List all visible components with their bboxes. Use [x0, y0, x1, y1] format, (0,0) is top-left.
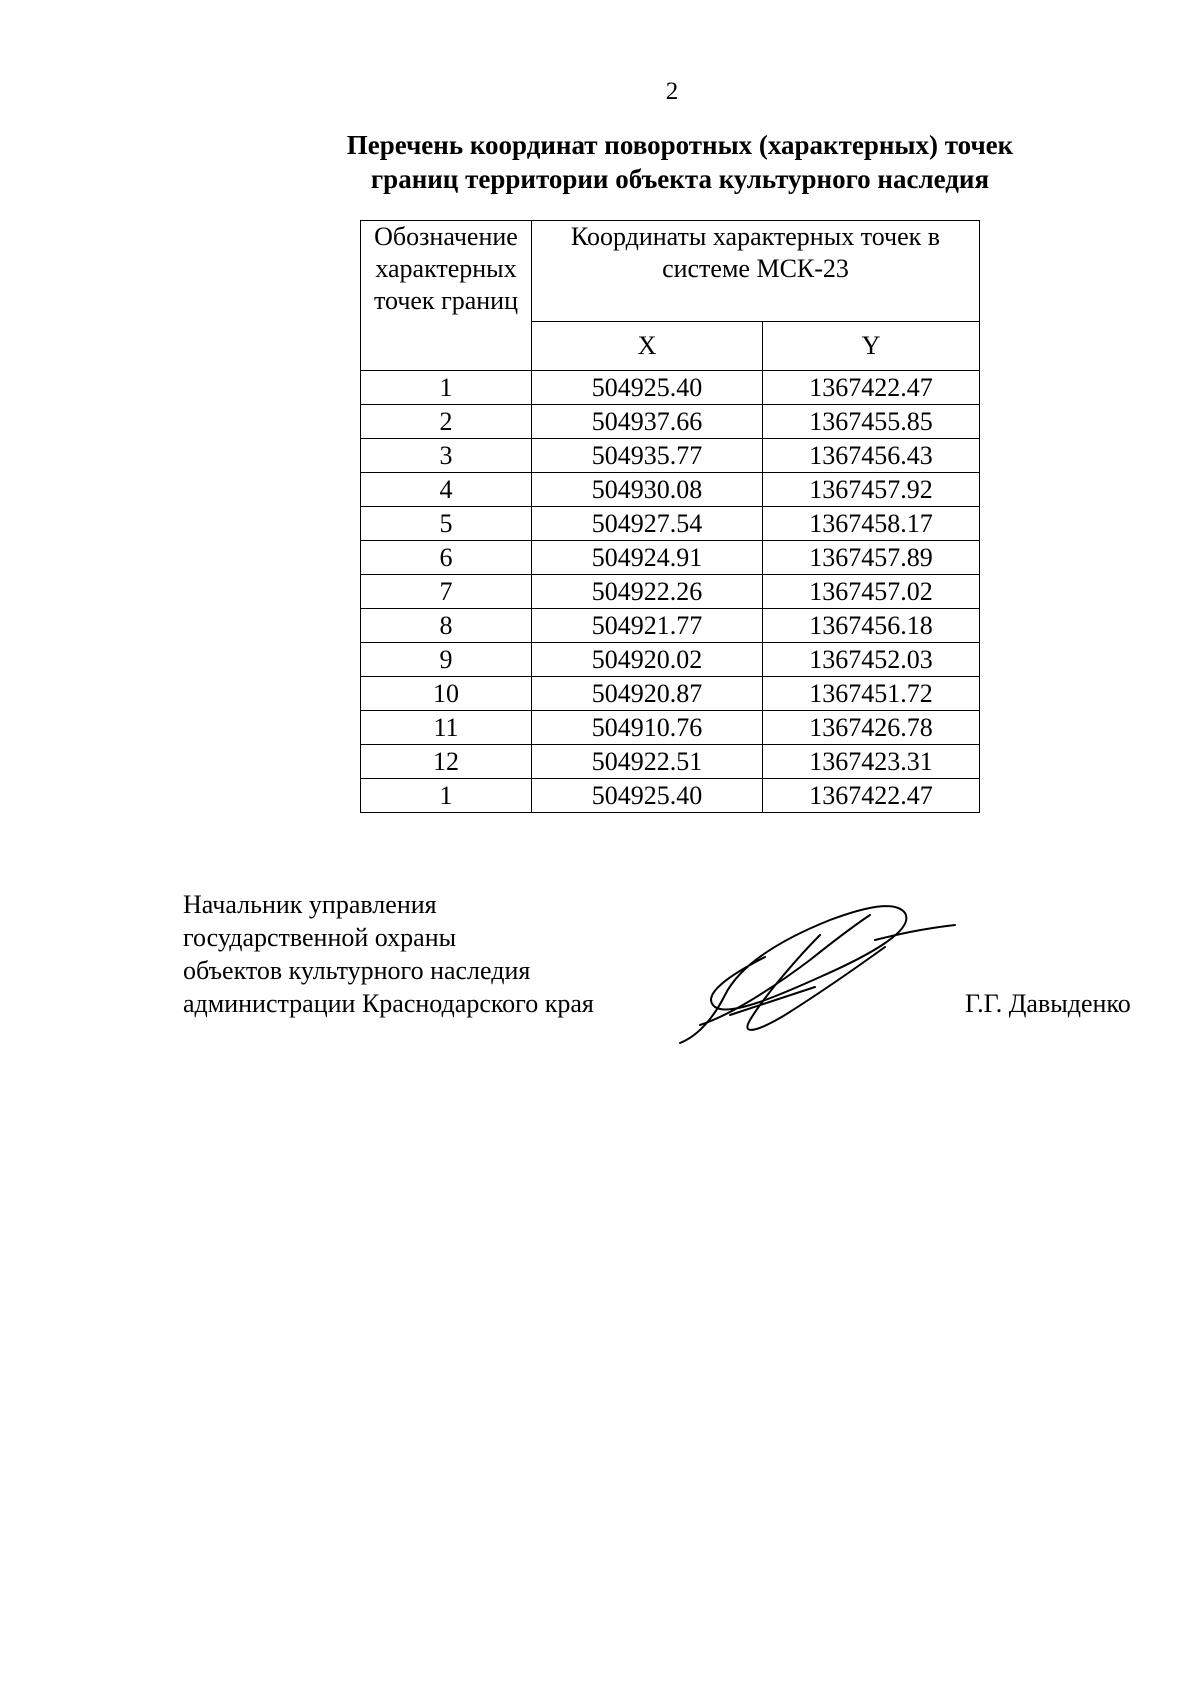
point-number-cell: 10: [361, 677, 532, 711]
x-coordinate-cell: 504922.51: [532, 745, 763, 779]
x-coordinate-cell: 504910.76: [532, 711, 763, 745]
coordinates-table: [360, 220, 980, 813]
x-coordinate-cell: 504927.54: [532, 507, 763, 541]
position-line-3: объектов культурного наследия: [183, 956, 531, 985]
table-row: [361, 439, 980, 473]
y-coordinate-cell: 1367426.78: [763, 711, 980, 745]
y-coordinate-cell: 1367458.17: [763, 507, 980, 541]
x-coordinate-cell: 504922.26: [532, 575, 763, 609]
table-row: [361, 575, 980, 609]
x-coordinate-cell: 504924.91: [532, 541, 763, 575]
point-number-cell: 1: [361, 779, 532, 813]
table-row: [361, 711, 980, 745]
point-number-cell: 7: [361, 575, 532, 609]
y-coordinate-cell: 1367457.02: [763, 575, 980, 609]
y-coordinate-cell: 1367422.47: [763, 779, 980, 813]
y-coordinate-cell: 1367455.85: [763, 405, 980, 439]
handwritten-signature: [670, 895, 960, 1055]
table-row: [361, 779, 980, 813]
table-row: [361, 541, 980, 575]
position-line-1: Начальник управления: [183, 890, 437, 919]
signatory-name: Г.Г. Давыденко: [965, 989, 1131, 1018]
x-coordinate-cell: 504935.77: [532, 439, 763, 473]
point-number-cell: 9: [361, 643, 532, 677]
point-number-cell: 11: [361, 711, 532, 745]
table-row: [361, 677, 980, 711]
table-row: [361, 371, 980, 405]
point-number-cell: 1: [361, 371, 532, 405]
point-number-cell: 5: [361, 507, 532, 541]
y-coordinate-cell: 1367457.89: [763, 541, 980, 575]
table-row: [361, 643, 980, 677]
x-coordinate-cell: 504920.02: [532, 643, 763, 677]
table-row: [361, 507, 980, 541]
point-number-cell: 3: [361, 439, 532, 473]
x-coordinate-cell: 504925.40: [532, 779, 763, 813]
header-designation: Обозначение характерных точек границ: [361, 221, 532, 371]
table-row: [361, 405, 980, 439]
document-title: [320, 128, 1040, 196]
y-coordinate-cell: 1367456.18: [763, 609, 980, 643]
header-y: Y: [763, 321, 980, 370]
coordinates-table-body: [361, 371, 980, 813]
y-coordinate-cell: 1367451.72: [763, 677, 980, 711]
y-coordinate-cell: 1367457.92: [763, 473, 980, 507]
x-coordinate-cell: 504937.66: [532, 405, 763, 439]
point-number-cell: 8: [361, 609, 532, 643]
table-row: [361, 473, 980, 507]
x-coordinate-cell: 504925.40: [532, 371, 763, 405]
y-coordinate-cell: 1367456.43: [763, 439, 980, 473]
table-row: [361, 745, 980, 779]
position-line-2: государственной охраны: [183, 923, 457, 952]
title-line-1: Перечень координат поворотных (характерных) точек: [346, 130, 1014, 160]
title-line-2: границ территории объекта культурного наследия: [370, 164, 990, 194]
point-number-cell: 6: [361, 541, 532, 575]
header-coordinates: Координаты характерных точек в системе МСК-23: [532, 221, 980, 322]
x-coordinate-cell: 504921.77: [532, 609, 763, 643]
table-row: [361, 609, 980, 643]
y-coordinate-cell: 1367422.47: [763, 371, 980, 405]
header-x: X: [532, 321, 763, 370]
y-coordinate-cell: 1367423.31: [763, 745, 980, 779]
point-number-cell: 2: [361, 405, 532, 439]
point-number-cell: 12: [361, 745, 532, 779]
page-number: 2: [665, 78, 679, 105]
y-coordinate-cell: 1367452.03: [763, 643, 980, 677]
point-number-cell: 4: [361, 473, 532, 507]
x-coordinate-cell: 504930.08: [532, 473, 763, 507]
position-line-4: администрации Краснодарского края: [183, 989, 594, 1018]
signature-block: [183, 888, 594, 1020]
x-coordinate-cell: 504920.87: [532, 677, 763, 711]
